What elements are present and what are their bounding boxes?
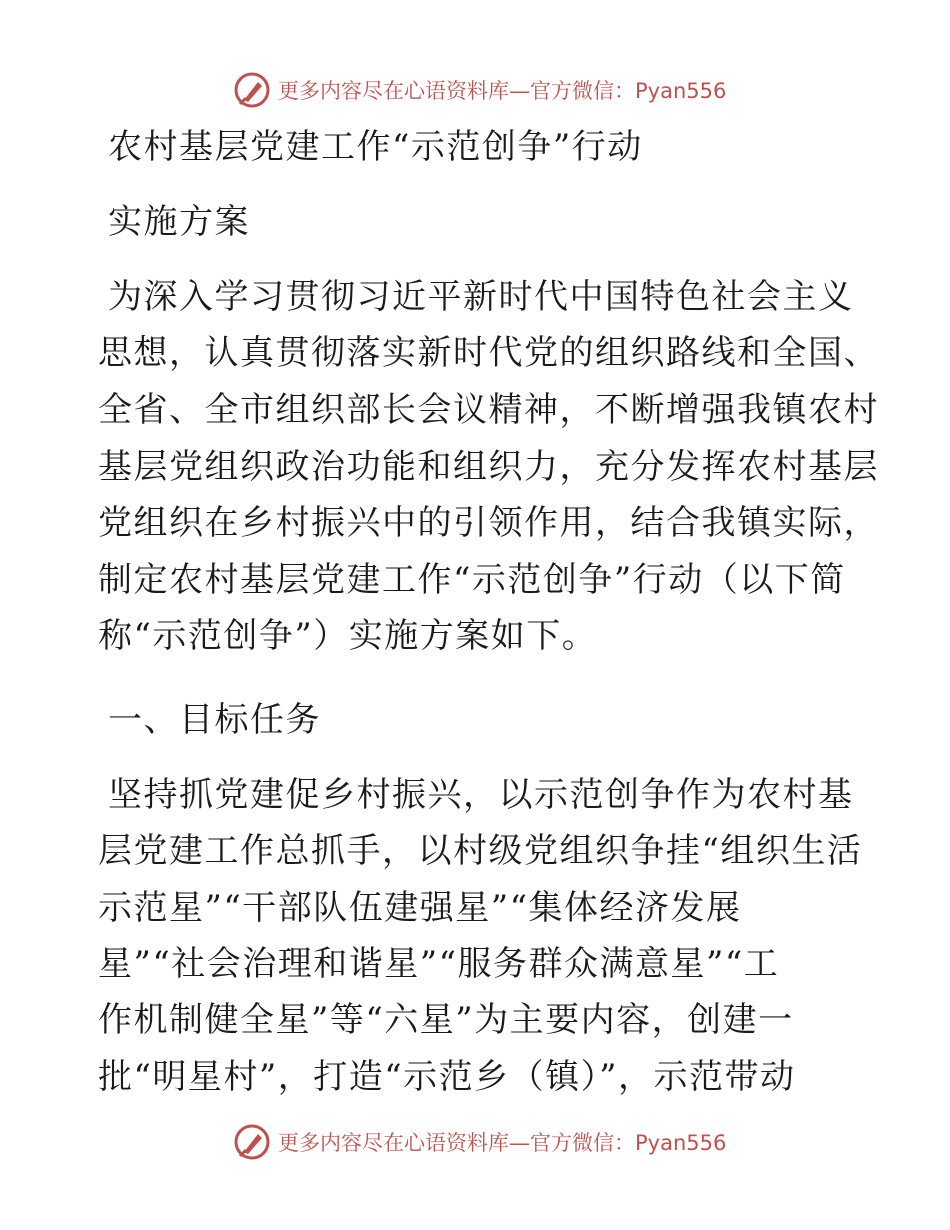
intro-line: 称“示范创争”）实施方案如下。 — [98, 616, 598, 656]
pen-nib-logo-icon — [232, 1122, 272, 1162]
intro-line: 全省、全市组织部长会议精神，不断增强我镇农村 — [98, 390, 879, 430]
intro-line: 基层党组织政治功能和组织力，充分发挥农村基层 — [98, 447, 879, 487]
section-line: 作机制健全星”等“六星”为主要内容，创建一 — [98, 1000, 794, 1040]
document-title-line2: 实施方案 — [108, 202, 250, 242]
document-title-line1: 农村基层党建工作“示范创争”行动 — [108, 127, 643, 167]
section-heading-goals: 一、目标任务 — [108, 700, 321, 740]
watermark-banner-bottom — [232, 1120, 732, 1164]
pen-nib-logo-icon — [232, 70, 272, 110]
watermark-text: 更多内容尽在心语资料库—官方微信：Pyan556 — [278, 79, 727, 103]
section-line: 批“明星村”，打造“示范乡（镇）”，示范带动 — [98, 1057, 796, 1097]
section-line: 层党建工作总抓手，以村级党组织争挂“组织生活 — [98, 831, 863, 871]
intro-line: 制定农村基层党建工作“示范创争”行动（以下简 — [98, 560, 846, 600]
watermark-banner-top — [232, 68, 732, 112]
section-line: 示范星”“干部队伍建强星”“集体经济发展 — [98, 888, 742, 928]
intro-line: 思想，认真贯彻落实新时代党的组织路线和全国、 — [98, 333, 879, 373]
section-line: 坚持抓党建促乡村振兴，以示范创争作为农村基 — [108, 775, 854, 815]
intro-line: 党组织在乡村振兴中的引领作用，结合我镇实际， — [98, 503, 879, 543]
intro-line: 为深入学习贯彻习近平新时代中国特色社会主义 — [108, 277, 854, 317]
watermark-text: 更多内容尽在心语资料库—官方微信：Pyan556 — [278, 1131, 727, 1155]
section-line: 星”“社会治理和谐星”“服务群众满意星”“工 — [98, 944, 780, 984]
